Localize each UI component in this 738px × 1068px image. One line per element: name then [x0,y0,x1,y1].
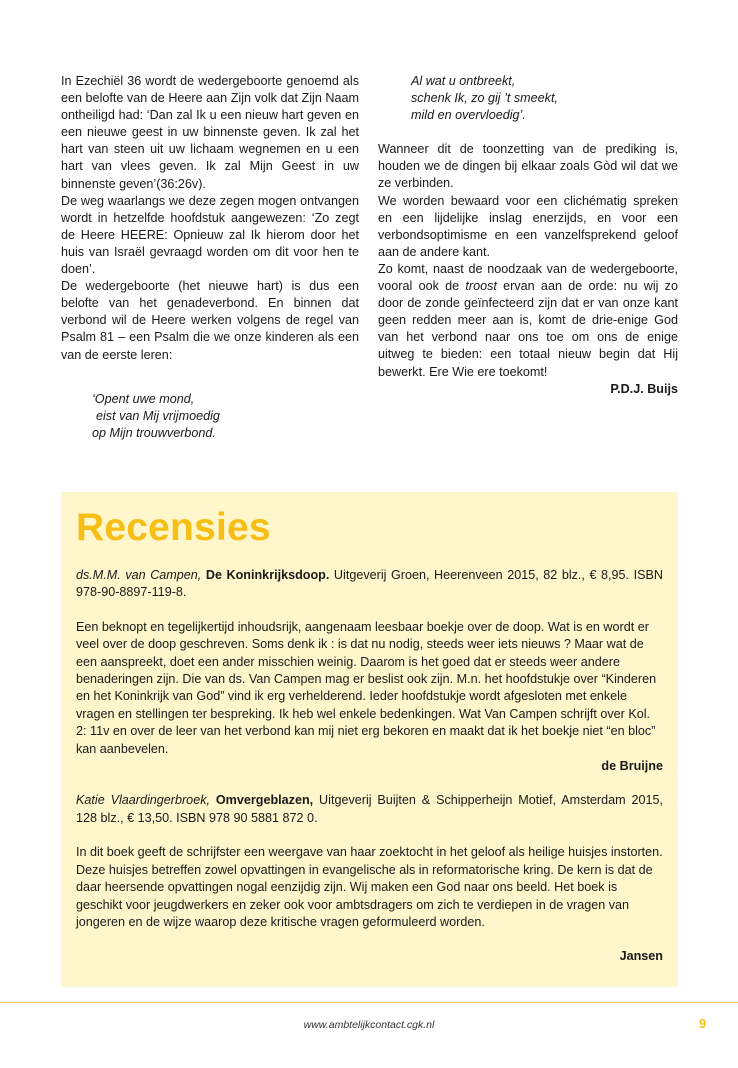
recensies-title: Recensies [76,506,271,549]
verse-line: op Mijn trouwverbond. [92,426,216,441]
verse-line: mild en overvloedig’. [411,108,526,123]
left-verse [92,391,220,442]
review-2-citation [76,792,663,827]
right-paragraph-1: Wanneer dit de toonzetting van de prediking is, houden we de dingen bij elkaar zoals Gòd wil dat we ze verbinden. [378,142,678,191]
review-1-details: Uitgeverij Groen, Heerenveen 2015, 82 blz., € 8,95. ISBN 978-90-8897-119-8. [76,568,664,600]
footer-divider [0,1002,738,1003]
right-paragraph-3: Zo komt, naast de noodzaak van de wedergeboorte, vooral ook de troost ervan aan de orde: nu wij zo door de zonde geïnfecteerd zijn dat er van onze kant geen redden meer aan is, komt de drie-enige God van het verbond naar ons toe om ons de enige uitweg te bieden: een totaal nieuw begin dat Hij bewerkt. Ere Wie ere toekomt! [378,261,678,379]
recensies-box [61,492,678,987]
review-1-author: ds.M.M. van Campen, [76,568,202,582]
review-1-reviewer: de Bruijne [601,759,663,774]
review-2-book-title: Omvergeblazen, [215,793,314,808]
left-paragraph-1: In Ezechiël 36 wordt de wedergeboorte genoemd als een belofte van de Heere aan Zijn volk dat Zijn Naam ontheiligd had: ‘Dan zal Ik u een nieuw hart geven en een nieuwe geest in uw binnenste geven. Ik zal het hart van steen uit uw lichaam wegnemen en u een hart van vlees geven. Ik zal Mijn Geest in uw binnenste geven’(36:26v). [61,74,359,191]
review-2-author: Katie Vlaardingerbroek, [76,793,210,808]
left-column [61,73,359,364]
verse-line: eist van Mij vrijmoedig [96,409,220,424]
review-1-book-title: De Koninkrijksdoop. [205,568,330,582]
right-paragraph-2: We worden bewaard voor een clichématig spreken en een lijdelijke inslag enerzijds, en voor een verbondsoptimisme en een vanzelfsprekend geloof aan de andere kant. [378,193,678,259]
right-verse [411,73,678,124]
verse-line: ‘Opent uwe mond, [92,392,195,406]
recensies-body [76,567,663,966]
emphasis-troost: troost [465,279,497,294]
review-1-citation [76,567,663,602]
review-2-body: In dit boek geeft de schrijfster een weergave van haar zoektocht in het geloof als heilige huisjes instorten. Deze huisjes betreffen zowel opvattingen in evangelische als in reformatorische kring. De kern is dat de daar heersende opvattingen nogal eenzijdig zijn. Wij maken een God naar ons beeld. Het boek is geschikt voor jeugdwerkers en zeker ook voor ambtsdragers om zich te verdiepen in de vragen van jongeren en de wijze waarop deze kritische vragen geformuleerd worden. [76,845,663,929]
left-paragraph-3: De wedergeboorte (het nieuwe hart) is dus een belofte van het genadeverbond. En binnen dat verbond wil de Heere werken volgens de regel van Psalm 81 – een Psalm die we onze kinderen als een van de eerste leren: [61,279,359,362]
left-paragraph-2: De weg waarlangs we deze zegen mogen ontvangen wordt in hetzelfde hoofdstuk aangewezen: ‘Zo zegt de Heere HEERE: Opnieuw zal Ik hierom door het huis van Israël gevraagd worden om dit voor hen te doen’. [61,193,359,277]
review-2-details: Uitgeverij Buijten & Schipperheijn Motief, Amsterdam 2015, 128 blz., € 13,50. ISBN 978 90 5881 872 0. [76,793,663,825]
right-column [378,73,678,398]
page-number: 9 [699,1016,707,1031]
review-1-body: Een beknopt en tegelijkertijd inhoudsrijk, aangenaam leesbaar boekje over de doop. Wat is en wordt er veel over de doop geschreven. Soms denk ik : is dat nu nodig, steeds weer iets nieuws ? Maar wat de een aanspreekt, doet een ander misschien weinig. Daarom is het goed dat er steeds weer andere benaderingen zijn. Die van ds. Van Campen mag er beslist ook zijn. M.n. het hoofdstukje over “Kinderen en het Koninkrijk van God” vind ik erg verhelderend. Ieder hoofdstukje wordt afgesloten met enkele vragen en stellingen ter bespreking. Ik heb wel enkele bedenkingen. Wat Van Campen schrijft over Kol. 2: 11v en over de leer van het verbond kan mij niet erg bekoren en maakt dat ik het boekje niet “en bloc” kan aanbevelen. [76,619,657,756]
footer-url[interactable]: www.ambtelijkcontact.cgk.nl [303,1019,435,1031]
verse-line: schenk Ik, zo gij ’t smeekt, [411,91,558,106]
author-signature: P.D.J. Buijs [610,381,678,396]
verse-line: Al wat u ontbreekt, [411,74,516,88]
review-2-reviewer: Jansen [619,949,663,964]
